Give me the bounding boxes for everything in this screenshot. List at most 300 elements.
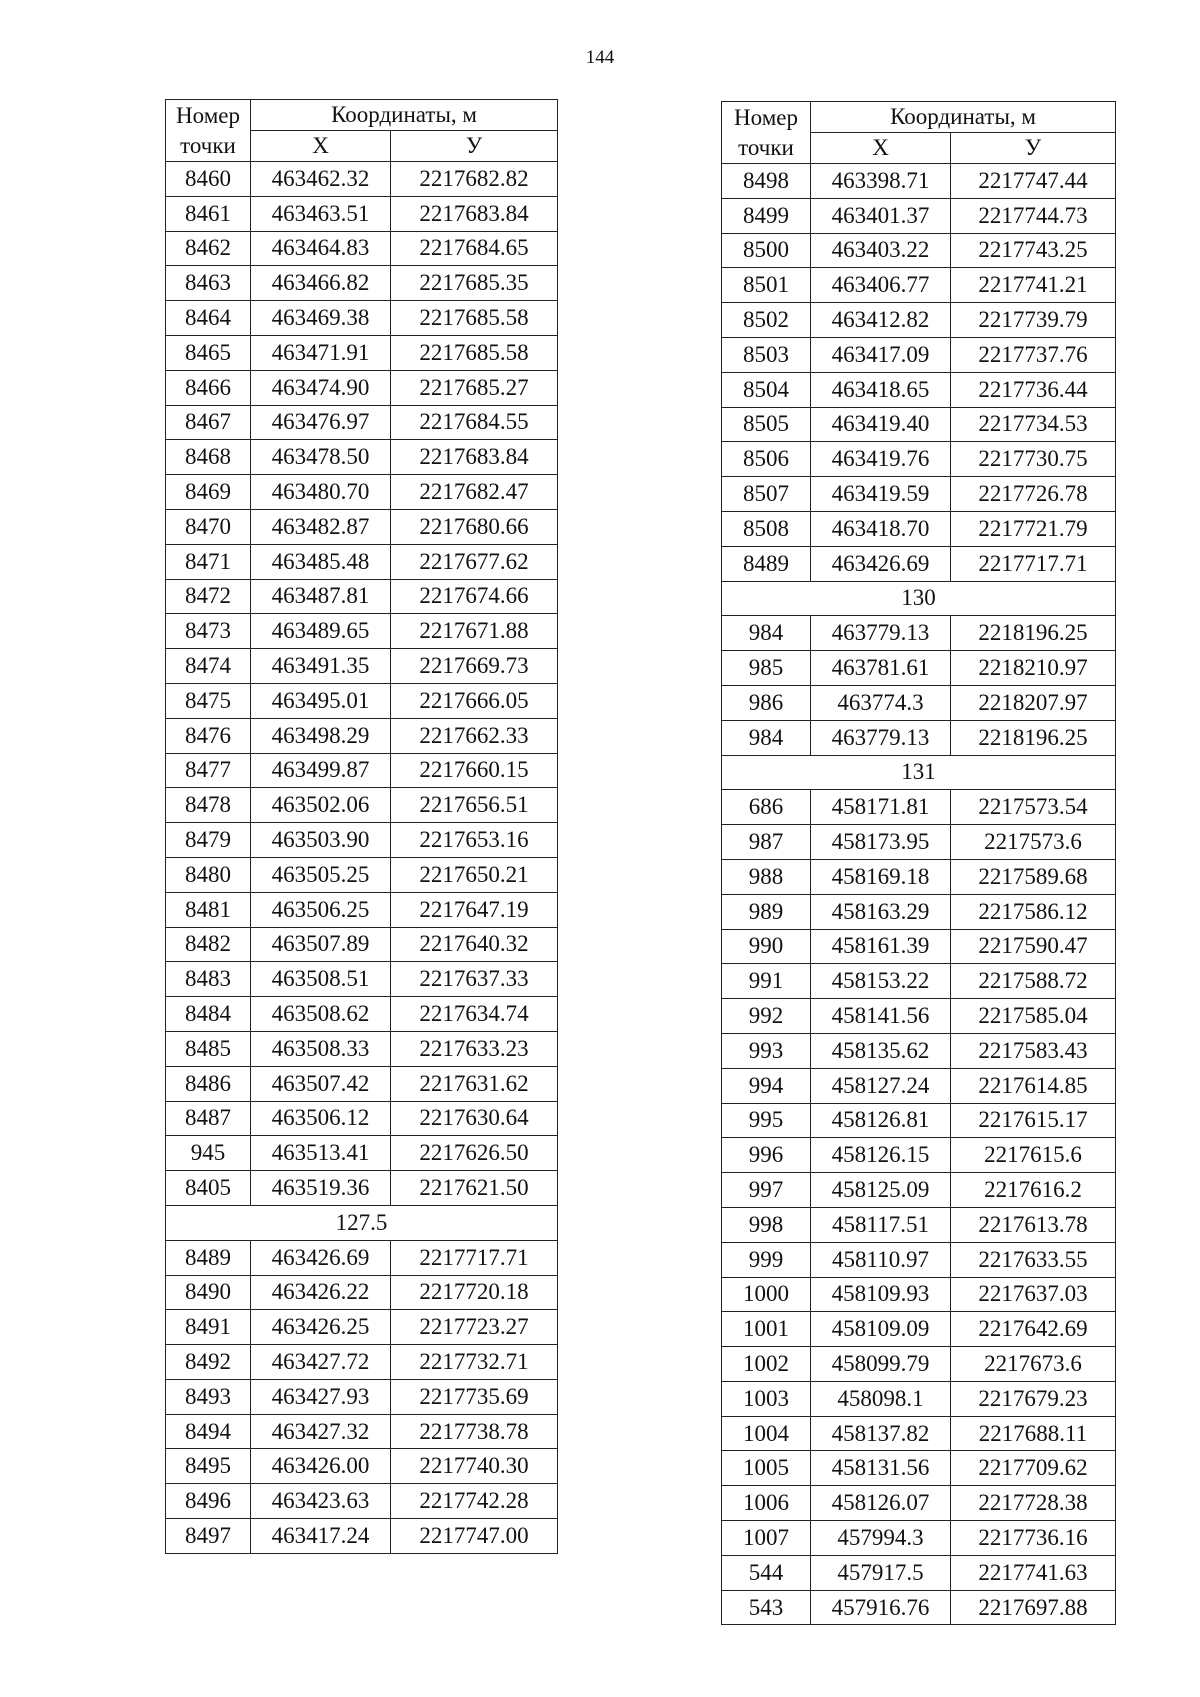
point-number-cell: 8497 — [166, 1519, 251, 1554]
table-row — [722, 477, 1116, 512]
point-number-cell: 8491 — [166, 1310, 251, 1345]
point-number-cell: 8470 — [166, 509, 251, 544]
y-coordinate-cell: 2217726.78 — [951, 477, 1116, 512]
table-row — [166, 1101, 558, 1136]
coordinates-header: Координаты, м — [251, 100, 558, 131]
point-number-cell: 8503 — [722, 337, 811, 372]
point-number-cell: 8469 — [166, 475, 251, 510]
y-coordinate-cell: 2217688.11 — [951, 1416, 1116, 1451]
x-coordinate-cell: 463401.37 — [811, 198, 951, 233]
point-number-cell: 984 — [722, 616, 811, 651]
y-coordinate-cell: 2217685.35 — [391, 266, 558, 301]
point-number-cell: 8502 — [722, 303, 811, 338]
x-coordinate-cell: 458099.79 — [811, 1347, 951, 1382]
table-row — [166, 266, 558, 301]
x-coordinate-cell: 458173.95 — [811, 825, 951, 860]
x-coordinate-cell: 463418.70 — [811, 511, 951, 546]
point-number-cell: 8482 — [166, 927, 251, 962]
x-coordinate-cell: 463478.50 — [251, 440, 391, 475]
point-number-cell: 8489 — [722, 546, 811, 581]
y-coordinate-cell: 2217653.16 — [391, 823, 558, 858]
x-coordinate-cell: 463398.71 — [811, 164, 951, 199]
table-row — [722, 685, 1116, 720]
x-coordinate-cell: 458135.62 — [811, 1033, 951, 1068]
y-coordinate-cell: 2217683.84 — [391, 440, 558, 475]
y-coordinate-cell: 2217616.2 — [951, 1173, 1116, 1208]
x-coordinate-cell: 458141.56 — [811, 999, 951, 1034]
x-coordinate-cell: 463491.35 — [251, 649, 391, 684]
y-coordinate-cell: 2217633.55 — [951, 1242, 1116, 1277]
x-coordinate-cell: 463426.69 — [811, 546, 951, 581]
x-coordinate-cell: 463419.59 — [811, 477, 951, 512]
table-row — [722, 546, 1116, 581]
point-number-cell: 8493 — [166, 1379, 251, 1414]
table-row — [166, 1136, 558, 1171]
table-row — [166, 1414, 558, 1449]
point-number-cell: 8467 — [166, 405, 251, 440]
y-coordinate-cell: 2218196.25 — [951, 720, 1116, 755]
x-coordinate-cell: 458109.09 — [811, 1312, 951, 1347]
point-number-cell: 8473 — [166, 614, 251, 649]
table-row — [166, 405, 558, 440]
x-coordinate-cell: 463506.25 — [251, 892, 391, 927]
point-number-cell: 8485 — [166, 1031, 251, 1066]
table-row — [722, 1312, 1116, 1347]
y-coordinate-cell: 2217743.25 — [951, 233, 1116, 268]
point-number-cell: 1007 — [722, 1521, 811, 1556]
table-row — [722, 337, 1116, 372]
y-coordinate-cell: 2217677.62 — [391, 544, 558, 579]
point-number-cell: 8468 — [166, 440, 251, 475]
y-coordinate-cell: 2217682.47 — [391, 475, 558, 510]
y-coordinate-cell: 2217741.63 — [951, 1555, 1116, 1590]
point-number-cell: 988 — [722, 859, 811, 894]
table-row — [166, 962, 558, 997]
y-coordinate-cell: 2217669.73 — [391, 649, 558, 684]
point-number-cell: 8462 — [166, 231, 251, 266]
point-number-cell: 8495 — [166, 1449, 251, 1484]
table-row — [722, 859, 1116, 894]
x-coordinate-cell: 463499.87 — [251, 753, 391, 788]
table-row — [166, 1379, 558, 1414]
y-coordinate-cell: 2217662.33 — [391, 718, 558, 753]
table-row — [166, 1031, 558, 1066]
x-coordinate-cell: 463427.72 — [251, 1345, 391, 1380]
y-coordinate-cell: 2217673.6 — [951, 1347, 1116, 1382]
x-coordinate-cell: 463427.32 — [251, 1414, 391, 1449]
point-number-cell: 1001 — [722, 1312, 811, 1347]
x-coordinate-cell: 463476.97 — [251, 405, 391, 440]
x-coordinate-cell: 463781.61 — [811, 651, 951, 686]
x-coordinate-cell: 463419.40 — [811, 407, 951, 442]
y-coordinate-cell: 2217736.16 — [951, 1521, 1116, 1556]
y-coordinate-cell: 2217685.58 — [391, 335, 558, 370]
x-coordinate-cell: 463508.62 — [251, 997, 391, 1032]
y-coordinate-cell: 2217723.27 — [391, 1310, 558, 1345]
table-row — [722, 1103, 1116, 1138]
point-number-cell: 8472 — [166, 579, 251, 614]
table-row — [722, 1068, 1116, 1103]
table-row — [166, 1171, 558, 1206]
x-coordinate-cell: 458126.07 — [811, 1486, 951, 1521]
y-coordinate-cell: 2217630.64 — [391, 1101, 558, 1136]
y-coordinate-cell: 2217697.88 — [951, 1590, 1116, 1625]
y-coordinate-cell: 2217637.33 — [391, 962, 558, 997]
x-coordinate-cell: 458117.51 — [811, 1207, 951, 1242]
point-number-cell: 990 — [722, 929, 811, 964]
x-coordinate-cell: 463519.36 — [251, 1171, 391, 1206]
y-coordinate-cell: 2218207.97 — [951, 685, 1116, 720]
y-coordinate-cell: 2217583.43 — [951, 1033, 1116, 1068]
y-coordinate-cell: 2217679.23 — [951, 1381, 1116, 1416]
x-coordinate-cell: 458153.22 — [811, 964, 951, 999]
y-coordinate-cell: 2217717.71 — [951, 546, 1116, 581]
table-row — [166, 892, 558, 927]
point-number-cell: 996 — [722, 1138, 811, 1173]
coordinates-table-left — [165, 99, 558, 1554]
x-coordinate-cell: 463513.41 — [251, 1136, 391, 1171]
point-number-cell: 994 — [722, 1068, 811, 1103]
y-coordinate-cell: 2217656.51 — [391, 788, 558, 823]
x-coordinate-cell: 458126.81 — [811, 1103, 951, 1138]
y-coordinate-cell: 2217736.44 — [951, 372, 1116, 407]
x-coordinate-cell: 463427.93 — [251, 1379, 391, 1414]
point-number-cell: 8483 — [166, 962, 251, 997]
point-number-cell: 544 — [722, 1555, 811, 1590]
y-coordinate-cell: 2217647.19 — [391, 892, 558, 927]
y-coordinate-cell: 2217615.6 — [951, 1138, 1116, 1173]
y-coordinate-cell: 2217585.04 — [951, 999, 1116, 1034]
point-number-cell: 8465 — [166, 335, 251, 370]
point-number-cell: 8478 — [166, 788, 251, 823]
x-coordinate-cell: 463502.06 — [251, 788, 391, 823]
x-coordinate-cell: 458137.82 — [811, 1416, 951, 1451]
point-number-cell: 8484 — [166, 997, 251, 1032]
table-row — [166, 579, 558, 614]
y-coordinate-cell: 2217735.69 — [391, 1379, 558, 1414]
point-number-cell: 8508 — [722, 511, 811, 546]
y-coordinate-cell: 2217684.65 — [391, 231, 558, 266]
y-coordinate-cell: 2217742.28 — [391, 1484, 558, 1519]
x-coordinate-cell: 463508.33 — [251, 1031, 391, 1066]
x-coordinate-cell: 463507.89 — [251, 927, 391, 962]
page-number: 144 — [585, 47, 615, 68]
x-coordinate-cell: 463779.13 — [811, 616, 951, 651]
y-coordinate-cell: 2217671.88 — [391, 614, 558, 649]
x-coordinate-cell: 463417.24 — [251, 1519, 391, 1554]
point-number-cell: 8486 — [166, 1066, 251, 1101]
y-coordinate-cell: 2217738.78 — [391, 1414, 558, 1449]
y-coordinate-cell: 2217728.38 — [951, 1486, 1116, 1521]
point-number-cell: 8479 — [166, 823, 251, 858]
y-coordinate-cell: 2217741.21 — [951, 268, 1116, 303]
table-row — [166, 1519, 558, 1554]
x-coordinate-cell: 463426.25 — [251, 1310, 391, 1345]
x-coordinate-cell: 463505.25 — [251, 857, 391, 892]
table-row — [722, 616, 1116, 651]
y-coordinate-cell: 2217721.79 — [951, 511, 1116, 546]
point-number-cell: 8480 — [166, 857, 251, 892]
table-row — [166, 788, 558, 823]
point-number-cell: 984 — [722, 720, 811, 755]
table-row — [722, 372, 1116, 407]
table-row — [166, 509, 558, 544]
section-row — [722, 581, 1116, 616]
table-row — [722, 407, 1116, 442]
y-coordinate-cell: 2217674.66 — [391, 579, 558, 614]
table-row — [166, 1484, 558, 1519]
point-number-header: Номер точки — [722, 102, 811, 164]
table-row — [166, 614, 558, 649]
table-row — [166, 162, 558, 197]
y-coordinate-cell: 2217732.71 — [391, 1345, 558, 1380]
table-row — [722, 1590, 1116, 1625]
table-row — [166, 370, 558, 405]
table-row — [166, 1275, 558, 1310]
point-number-cell: 998 — [722, 1207, 811, 1242]
table-row — [722, 1033, 1116, 1068]
section-label: 130 — [722, 581, 1116, 616]
table-row — [722, 442, 1116, 477]
table-row — [722, 651, 1116, 686]
y-coordinate-cell: 2217684.55 — [391, 405, 558, 440]
point-number-header: Номер точки — [166, 100, 251, 162]
y-coordinate-cell: 2217573.54 — [951, 790, 1116, 825]
x-coordinate-cell: 463426.69 — [251, 1240, 391, 1275]
x-coordinate-cell: 463403.22 — [811, 233, 951, 268]
table-row — [166, 718, 558, 753]
x-coordinate-cell: 458131.56 — [811, 1451, 951, 1486]
table-row — [166, 1240, 558, 1275]
point-number-cell: 8500 — [722, 233, 811, 268]
y-coordinate-cell: 2217747.00 — [391, 1519, 558, 1554]
y-coordinate-cell: 2217680.66 — [391, 509, 558, 544]
table-row — [166, 196, 558, 231]
x-coordinate-cell: 458109.93 — [811, 1277, 951, 1312]
y-coordinate-cell: 2217640.32 — [391, 927, 558, 962]
x-coordinate-cell: 463426.00 — [251, 1449, 391, 1484]
x-coordinate-cell: 463485.48 — [251, 544, 391, 579]
y-coordinate-cell: 2217734.53 — [951, 407, 1116, 442]
table-row — [166, 301, 558, 336]
point-number-cell: 686 — [722, 790, 811, 825]
point-number-cell: 8464 — [166, 301, 251, 336]
point-number-cell: 991 — [722, 964, 811, 999]
x-coordinate-cell: 457916.76 — [811, 1590, 951, 1625]
point-number-cell: 8504 — [722, 372, 811, 407]
table-row — [722, 1347, 1116, 1382]
y-coordinate-cell: 2217614.85 — [951, 1068, 1116, 1103]
x-coordinate-cell: 463406.77 — [811, 268, 951, 303]
point-number-cell: 8481 — [166, 892, 251, 927]
y-coordinate-cell: 2217717.71 — [391, 1240, 558, 1275]
table-row — [722, 1207, 1116, 1242]
point-number-cell: 8489 — [166, 1240, 251, 1275]
point-number-cell: 1004 — [722, 1416, 811, 1451]
y-coordinate-cell: 2217685.58 — [391, 301, 558, 336]
y-coordinate-cell: 2217589.68 — [951, 859, 1116, 894]
x-column-header: Х — [251, 131, 391, 162]
table-row — [166, 1345, 558, 1380]
y-coordinate-cell: 2217588.72 — [951, 964, 1116, 999]
table-row — [722, 964, 1116, 999]
x-coordinate-cell: 463487.81 — [251, 579, 391, 614]
point-number-cell: 8475 — [166, 683, 251, 718]
x-coordinate-cell: 457994.3 — [811, 1521, 951, 1556]
point-number-cell: 8494 — [166, 1414, 251, 1449]
y-coordinate-cell: 2217747.44 — [951, 164, 1116, 199]
point-number-cell: 8461 — [166, 196, 251, 231]
table-row — [722, 1138, 1116, 1173]
table-row — [166, 649, 558, 684]
x-coordinate-cell: 458126.15 — [811, 1138, 951, 1173]
table-row — [722, 1521, 1116, 1556]
y-coordinate-cell: 2217660.15 — [391, 753, 558, 788]
y-coordinate-cell: 2217590.47 — [951, 929, 1116, 964]
table-row — [166, 753, 558, 788]
x-coordinate-cell: 463412.82 — [811, 303, 951, 338]
table-row — [722, 511, 1116, 546]
point-number-cell: 1002 — [722, 1347, 811, 1382]
table-row — [722, 894, 1116, 929]
x-coordinate-cell: 463423.63 — [251, 1484, 391, 1519]
y-coordinate-cell: 2217621.50 — [391, 1171, 558, 1206]
y-coordinate-cell: 2217744.73 — [951, 198, 1116, 233]
y-coordinate-cell: 2217666.05 — [391, 683, 558, 718]
point-number-cell: 8501 — [722, 268, 811, 303]
table-row — [722, 164, 1116, 199]
section-label: 131 — [722, 755, 1116, 790]
x-coordinate-cell: 458163.29 — [811, 894, 951, 929]
table-row — [722, 999, 1116, 1034]
point-number-cell: 987 — [722, 825, 811, 860]
x-coordinate-cell: 463779.13 — [811, 720, 951, 755]
point-number-cell: 992 — [722, 999, 811, 1034]
section-row — [722, 755, 1116, 790]
point-number-cell: 1000 — [722, 1277, 811, 1312]
x-coordinate-cell: 463480.70 — [251, 475, 391, 510]
point-number-cell: 8496 — [166, 1484, 251, 1519]
table-row — [166, 857, 558, 892]
x-coordinate-cell: 463463.51 — [251, 196, 391, 231]
x-coordinate-cell: 463462.32 — [251, 162, 391, 197]
x-coordinate-cell: 463471.91 — [251, 335, 391, 370]
table-row — [722, 1555, 1116, 1590]
y-coordinate-cell: 2217633.23 — [391, 1031, 558, 1066]
x-coordinate-cell: 457917.5 — [811, 1555, 951, 1590]
coordinates-table-right — [721, 101, 1116, 1625]
table-row — [722, 233, 1116, 268]
table-row — [722, 825, 1116, 860]
point-number-cell: 8490 — [166, 1275, 251, 1310]
table-row — [722, 198, 1116, 233]
x-coordinate-cell: 463482.87 — [251, 509, 391, 544]
y-coordinate-cell: 2217637.03 — [951, 1277, 1116, 1312]
table-row — [166, 927, 558, 962]
x-coordinate-cell: 463774.3 — [811, 685, 951, 720]
point-number-cell: 8476 — [166, 718, 251, 753]
x-coordinate-cell: 463466.82 — [251, 266, 391, 301]
y-coordinate-cell: 2217626.50 — [391, 1136, 558, 1171]
table-row — [722, 303, 1116, 338]
coordinates-header: Координаты, м — [811, 102, 1116, 133]
table-row — [722, 1277, 1116, 1312]
point-number-cell: 8474 — [166, 649, 251, 684]
point-number-cell: 8506 — [722, 442, 811, 477]
x-coordinate-cell: 458098.1 — [811, 1381, 951, 1416]
x-coordinate-cell: 463508.51 — [251, 962, 391, 997]
x-coordinate-cell: 458127.24 — [811, 1068, 951, 1103]
y-coordinate-cell: 2217739.79 — [951, 303, 1116, 338]
point-number-cell: 8405 — [166, 1171, 251, 1206]
y-coordinate-cell: 2217682.82 — [391, 162, 558, 197]
x-coordinate-cell: 463426.22 — [251, 1275, 391, 1310]
x-coordinate-cell: 463417.09 — [811, 337, 951, 372]
y-coordinate-cell: 2218196.25 — [951, 616, 1116, 651]
point-number-cell: 8487 — [166, 1101, 251, 1136]
point-number-cell: 1005 — [722, 1451, 811, 1486]
table-row — [166, 1449, 558, 1484]
point-number-cell: 8463 — [166, 266, 251, 301]
table-row — [722, 720, 1116, 755]
point-number-cell: 999 — [722, 1242, 811, 1277]
y-coordinate-cell: 2217586.12 — [951, 894, 1116, 929]
point-number-cell: 8505 — [722, 407, 811, 442]
table-row — [722, 1173, 1116, 1208]
x-coordinate-cell: 463503.90 — [251, 823, 391, 858]
y-coordinate-cell: 2217642.69 — [951, 1312, 1116, 1347]
table-row — [722, 929, 1116, 964]
table-row — [166, 997, 558, 1032]
point-number-cell: 995 — [722, 1103, 811, 1138]
x-coordinate-cell: 458161.39 — [811, 929, 951, 964]
x-coordinate-cell: 463507.42 — [251, 1066, 391, 1101]
x-coordinate-cell: 463495.01 — [251, 683, 391, 718]
point-number-cell: 945 — [166, 1136, 251, 1171]
table-row — [722, 1416, 1116, 1451]
x-coordinate-cell: 458171.81 — [811, 790, 951, 825]
point-number-cell: 1006 — [722, 1486, 811, 1521]
x-coordinate-cell: 458110.97 — [811, 1242, 951, 1277]
table-row — [722, 1486, 1116, 1521]
point-number-cell: 8471 — [166, 544, 251, 579]
y-coordinate-cell: 2217730.75 — [951, 442, 1116, 477]
section-label: 127.5 — [166, 1205, 558, 1240]
table-row — [166, 544, 558, 579]
x-coordinate-cell: 463464.83 — [251, 231, 391, 266]
point-number-cell: 985 — [722, 651, 811, 686]
y-column-header: У — [951, 133, 1116, 164]
point-number-cell: 543 — [722, 1590, 811, 1625]
table-row — [166, 1310, 558, 1345]
table-row — [722, 1242, 1116, 1277]
point-number-cell: 989 — [722, 894, 811, 929]
y-column-header: У — [391, 131, 558, 162]
point-number-cell: 8498 — [722, 164, 811, 199]
table-row — [722, 268, 1116, 303]
table-row — [722, 1381, 1116, 1416]
x-coordinate-cell: 458125.09 — [811, 1173, 951, 1208]
y-coordinate-cell: 2217737.76 — [951, 337, 1116, 372]
x-column-header: Х — [811, 133, 951, 164]
point-number-cell: 986 — [722, 685, 811, 720]
table-row — [722, 790, 1116, 825]
x-coordinate-cell: 463506.12 — [251, 1101, 391, 1136]
point-number-cell: 8466 — [166, 370, 251, 405]
x-coordinate-cell: 463498.29 — [251, 718, 391, 753]
y-coordinate-cell: 2217740.30 — [391, 1449, 558, 1484]
y-coordinate-cell: 2217573.6 — [951, 825, 1116, 860]
